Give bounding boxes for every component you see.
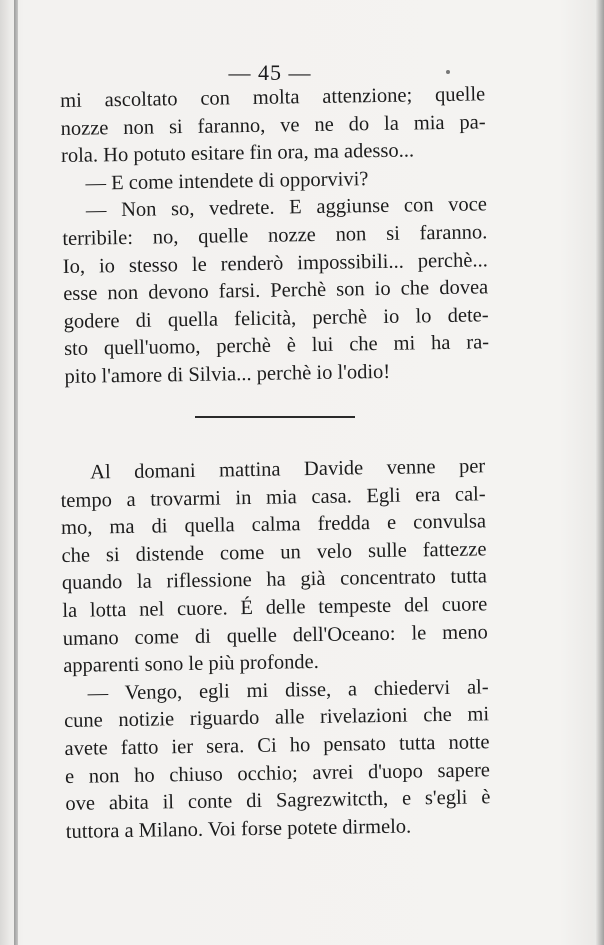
text-line: — Vengo, egli mi disse, a chiedervi al- bbox=[87, 676, 489, 705]
page-edge-shadow bbox=[596, 0, 604, 945]
text-line: — Non so, vedrete. E aggiunse con voce bbox=[85, 193, 488, 222]
page-number: — 45 — bbox=[228, 60, 312, 85]
binding-shadow bbox=[14, 0, 18, 945]
text-line: tuttora a Milano. Voi forse potete dirmelo. bbox=[65, 815, 412, 843]
text-line: umano come di quelle dell'Oceano: le meno bbox=[62, 620, 488, 650]
paragraph-narrative bbox=[60, 453, 491, 846]
text-line: la lotta nel cuore. É delle tempeste del cuore bbox=[62, 593, 488, 622]
ink-speck bbox=[446, 70, 450, 74]
text-line: Io, io stesso le renderò impossibili... perchè... bbox=[62, 248, 488, 278]
text-line: apparenti sono le più profonde. bbox=[63, 651, 319, 678]
text-line: Al domani mattina Davide venne per bbox=[90, 455, 486, 484]
text-line: mi ascoltato con molta attenzione; quelle bbox=[60, 83, 486, 112]
text-line: che si distende come un velo sulle fattezze bbox=[61, 538, 487, 567]
text-line: esse non devono farsi. Perchè son io che dovea bbox=[63, 276, 489, 306]
section-separator bbox=[195, 416, 355, 418]
text-line: — E come intendete di opporvivi? bbox=[85, 167, 369, 195]
text-line: e non ho chiuso occhio; avrei d'uopo sapere bbox=[64, 758, 491, 788]
text-line: cune notizie riguardo alle rivelazioni che mi bbox=[63, 703, 490, 733]
text-line: sto quell'uomo, perchè è lui che mi ha ra- bbox=[63, 331, 490, 361]
text-line: rola. Ho potuto esitare fin ora, ma adesso... bbox=[60, 139, 415, 168]
text-line: ove abita il conte di Sagrezwitcth, e s'egli è bbox=[65, 786, 491, 816]
text-line: nozze non si faranno, ve ne do la mia pa- bbox=[60, 110, 486, 140]
text-line: godere di quella felicità, perchè io lo dete- bbox=[63, 304, 489, 333]
text-line: avete fatto ier sera. Ci ho pensato tutta notte bbox=[64, 731, 490, 760]
paragraph-dialogue bbox=[60, 81, 490, 391]
text-line: tempo a trovarmi in mia casa. Egli era cal- bbox=[60, 482, 486, 512]
text-line: pito l'amore di Silvia... perchè io l'odio! bbox=[64, 360, 391, 388]
text-line: mo, ma di quella calma fredda e convulsa bbox=[60, 510, 487, 540]
text-line: quando la riflessione ha già concentrato tutta bbox=[61, 565, 488, 595]
text-line: terribile: no, quelle nozze non si faranno. bbox=[62, 221, 488, 250]
